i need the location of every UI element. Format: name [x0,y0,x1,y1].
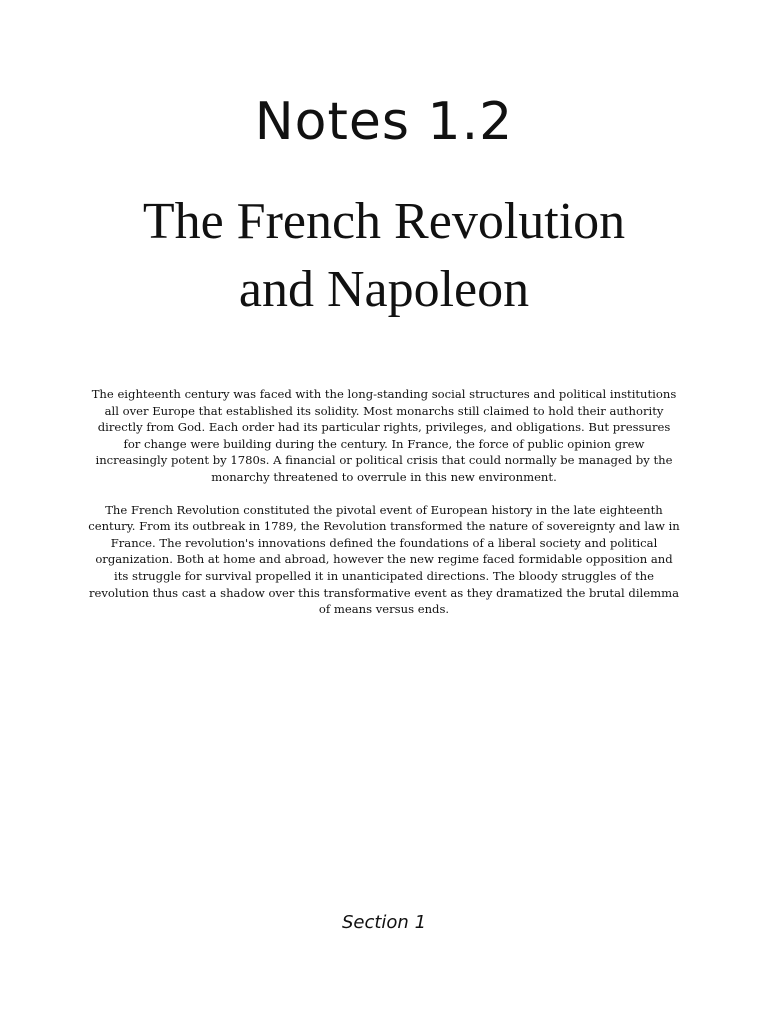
main-title-line-2: and Napoleon [238,261,530,318]
notes-title: Notes 1.2 [254,92,514,152]
paragraph-2: The French Revolution constituted the pivotal event of European history in the late eighteenth century. From its outbreak in 1789, the Revolution transformed the nature of sovereignty and law in France. The revolution's innovations defined the foundations of a liberal society and political organization. Both at home and abroad, however the new regime faced formidable opposition and its struggle for survival propelled it in unanticipated directions. The bloody struggles of the revolution thus cast a shadow over this transformative event as they dramatized the brutal dilemma of means versus ends. [88,502,680,617]
paragraph-1: The eighteenth century was faced with the long-standing social structures and political institutions all over Europe that established its solidity. Most monarchs still claimed to hold their authority directly from God. Each order had its particular rights, privileges, and obligations. But pressures for change were building during the century. In France, the force of public opinion grew increasingly potent by 1780s. A financial or political crisis that could normally be managed by the monarchy threatened to overrule in this new environment. [91,387,677,484]
body-text [88,386,680,634]
main-title [0,188,768,324]
main-title-line-1: The French Revolution [142,193,626,250]
section-label: Section 1 [341,912,427,933]
